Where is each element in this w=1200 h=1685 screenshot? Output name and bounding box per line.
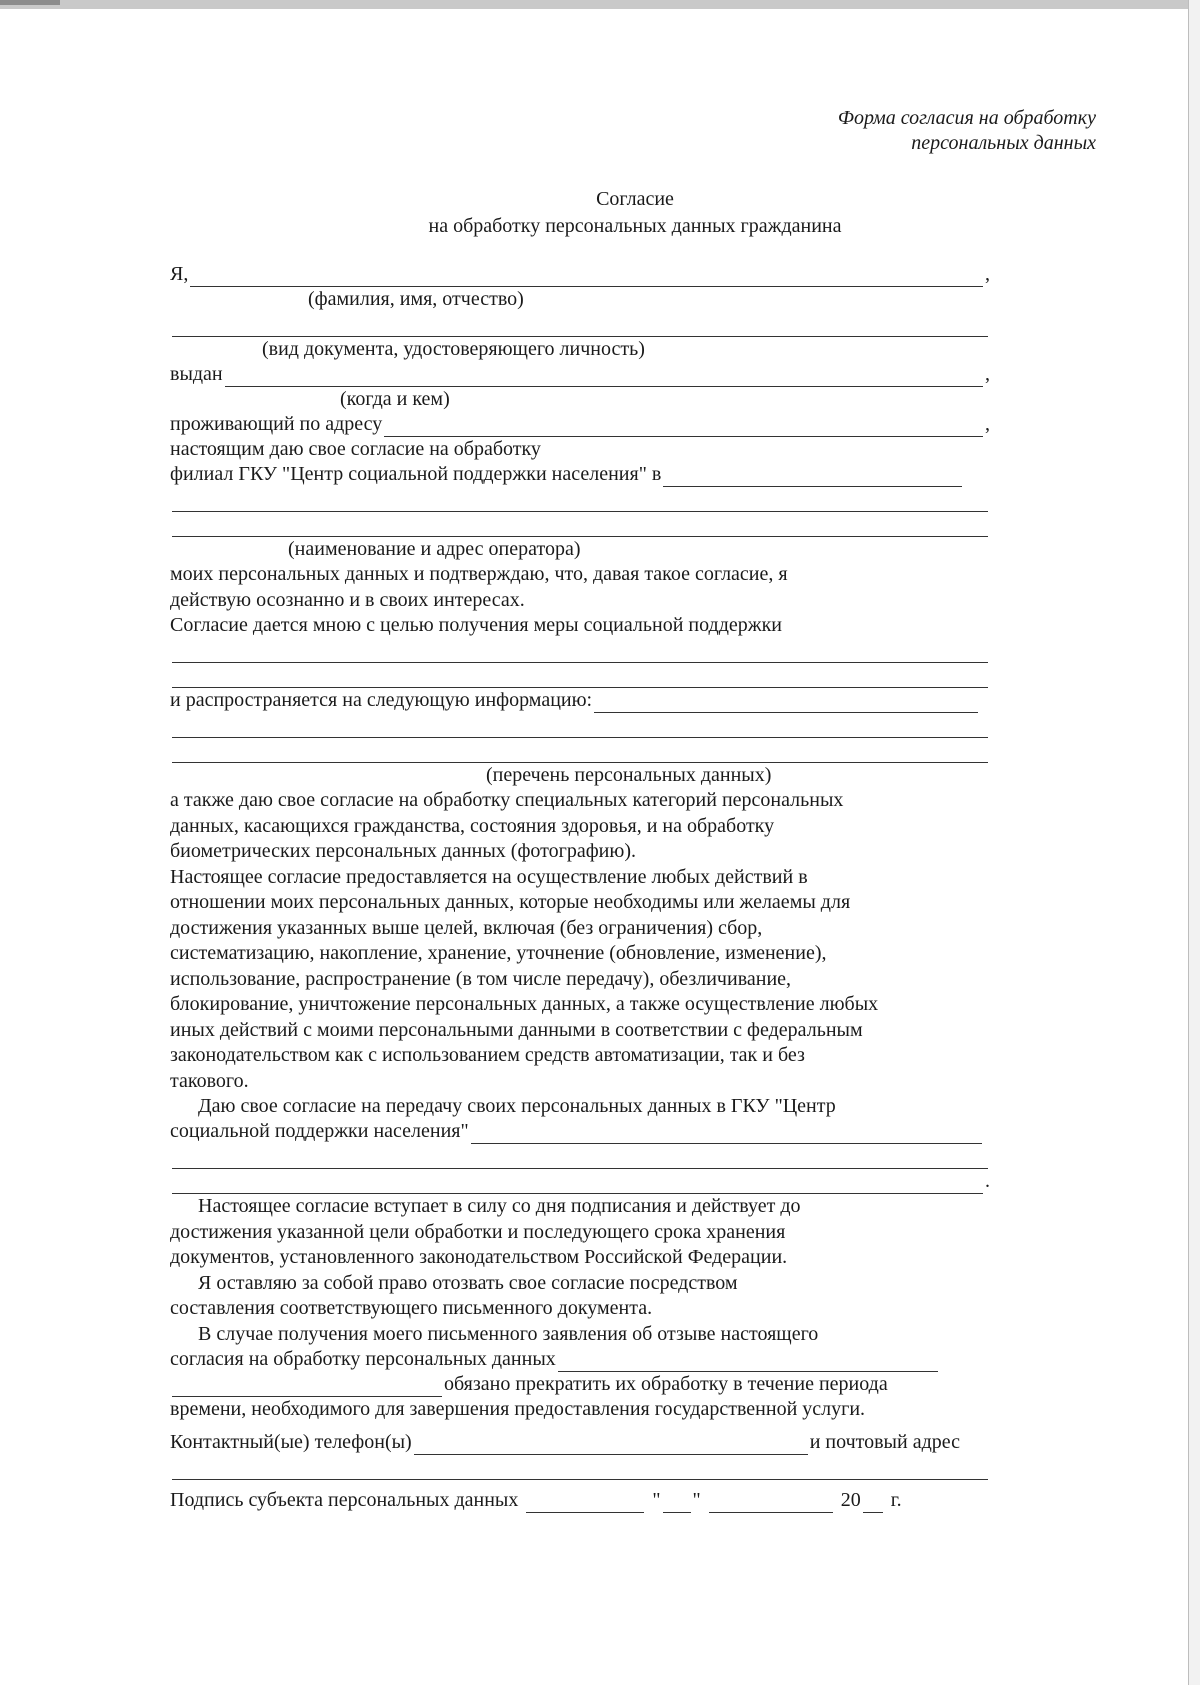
postal-field[interactable] (172, 1461, 988, 1480)
consent-intro (170, 437, 990, 462)
paragraph-line: В случае получения моего письменного заявления об отзыве настоящего (198, 1322, 819, 1345)
paragraph-line: Настоящее согласие вступает в силу со дня подписания и действует до (198, 1195, 801, 1217)
transfer-field-2[interactable] (172, 1150, 988, 1169)
document-hint: (вид документа, удостоверяющего личность) (262, 338, 645, 360)
signature-row (170, 1488, 990, 1513)
awareness-paragraph (170, 562, 890, 613)
address-field[interactable] (384, 418, 983, 437)
phone-label: Контактный(ые) телефон(ы) (170, 1431, 412, 1453)
address-row (170, 412, 990, 437)
title-line-1: Согласие (596, 188, 674, 210)
consent-intro-text: настоящим даю свое согласие на обработку (170, 438, 541, 460)
validity-paragraph (170, 1194, 930, 1347)
operator-row (170, 462, 990, 487)
stop-tail-row (170, 1397, 990, 1422)
document-row (170, 312, 990, 337)
paragraph-line: такового. (170, 1069, 249, 1092)
signature-field[interactable] (526, 1494, 644, 1513)
operator-label: филиал ГКУ "Центр социальной поддержки населения" в (170, 463, 662, 485)
transfer-field[interactable] (471, 1125, 982, 1144)
paragraph-line: составления соответствующего письменного документа. (170, 1297, 653, 1319)
operator-field-3[interactable] (172, 518, 988, 537)
fio-field[interactable] (190, 268, 983, 287)
paragraph-line: а также даю свое согласие на обработку специальных категорий персональных (170, 789, 844, 811)
transfer-field-row-3 (170, 1169, 990, 1194)
paragraph-line: отношении моих персональных данных, которые необходимы или желаемы для (170, 891, 851, 913)
info-row (170, 688, 990, 713)
paragraph-line: блокирование, уничтожение персональных данных, а также осуществление любых (170, 993, 879, 1015)
paragraph-line: законодательством как с использованием средств автоматизации, так и без (170, 1044, 805, 1066)
purpose-row (170, 613, 990, 638)
form-note (838, 106, 1096, 156)
transfer-row-1 (170, 1094, 990, 1119)
operator-field[interactable] (663, 468, 962, 487)
stop-tail-text: времени, необходимого для завершения предоставления государственной услуги. (170, 1398, 866, 1420)
contacts-row (170, 1430, 990, 1455)
transfer-field-3[interactable] (172, 1175, 983, 1194)
paragraph-line: Я оставляю за собой право отозвать свое согласие посредством (198, 1271, 738, 1294)
fio-row (170, 262, 990, 287)
purpose-field-row-1 (170, 638, 990, 663)
paragraph-line: данных, касающихся гражданства, состояния здоровья, и на обработку (170, 814, 775, 837)
operator-row-2 (170, 487, 990, 512)
issued-hint: (когда и кем) (340, 388, 450, 410)
ya-label: Я, (170, 263, 189, 285)
document-title (300, 186, 970, 240)
quote-open: " (652, 1489, 661, 1511)
purpose-field-2[interactable] (172, 669, 988, 688)
paragraph-line: биометрических персональных данных (фотографию). (170, 840, 636, 862)
purpose-label: Согласие дается мною с целью получения меры социальной поддержки (170, 614, 783, 636)
paragraph-line: использование, распространение (в том числе передачу), обезличивание, (170, 967, 792, 990)
operator-name-field[interactable] (172, 1378, 442, 1397)
operator-row-3 (170, 512, 990, 537)
period: . (985, 1170, 990, 1192)
revocation-field[interactable] (558, 1353, 938, 1372)
month-field[interactable] (709, 1494, 833, 1513)
year-field[interactable] (863, 1494, 883, 1513)
info-field[interactable] (594, 694, 978, 713)
issued-label: выдан (170, 363, 223, 385)
transfer-text: Даю свое согласие на передачу своих персональных данных в ГКУ "Центр (198, 1095, 836, 1117)
paragraph-line: достижения указанной цели обработки и последующего срока хранения (170, 1220, 786, 1243)
paragraph-line: Настоящее согласие предоставляется на осуществление любых действий в (170, 865, 808, 888)
operator-hint: (наименование и адрес оператора) (288, 538, 581, 560)
day-field[interactable] (663, 1494, 691, 1513)
title-line-2: на обработку персональных данных гражданина (428, 215, 842, 237)
info-field-3[interactable] (172, 744, 988, 763)
info-field-row-3 (170, 738, 990, 763)
comma: , (985, 263, 990, 285)
postal-field-row (170, 1455, 990, 1480)
form-note-line-2: персональных данных (911, 132, 1096, 154)
info-label: и распространяется на следующую информацию: (170, 689, 593, 711)
year-suffix: г. (890, 1489, 902, 1511)
info-field-row-2 (170, 713, 990, 738)
paragraph-line: иных действий с моими персональными данными в соответствии с федеральным (170, 1018, 863, 1041)
year-prefix: 20 (840, 1489, 861, 1511)
comma: , (985, 363, 990, 385)
operator-field-2[interactable] (172, 493, 988, 512)
transfer-row-2 (170, 1119, 990, 1144)
phone-field[interactable] (414, 1436, 808, 1455)
issued-row (170, 362, 990, 387)
quote-close: " (692, 1489, 701, 1511)
issued-field[interactable] (225, 368, 983, 387)
document-field[interactable] (172, 318, 988, 337)
transfer-field-row-2 (170, 1144, 990, 1169)
purpose-field-1[interactable] (172, 644, 988, 663)
signature-label: Подпись субъекта персональных данных (170, 1489, 519, 1511)
postal-label: и почтовый адрес (809, 1431, 960, 1453)
page-right-edge (1188, 0, 1200, 1685)
purpose-field-row-2 (170, 663, 990, 688)
paragraph-line: действую осознанно и в своих интересах. (170, 588, 525, 611)
revocation-label: согласия на обработку персональных данных (170, 1348, 556, 1370)
comma: , (985, 413, 990, 435)
stop-text: обязано прекратить их обработку в течение периода (444, 1373, 888, 1395)
special-paragraph (170, 788, 950, 1094)
form-body (170, 262, 990, 1513)
paragraph-line: документов, установленного законодательством Российской Федерации. (170, 1246, 788, 1268)
list-hint: (перечень персональных данных) (486, 764, 772, 786)
address-label: проживающий по адресу (170, 413, 383, 435)
info-field-2[interactable] (172, 719, 988, 738)
paragraph-line: достижения указанных выше целей, включая (без ограничения) сбор, (170, 916, 763, 939)
transfer-label: социальной поддержки населения" (170, 1120, 469, 1142)
paragraph-line: систематизацию, накопление, хранение, уточнение (обновление, изменение), (170, 942, 827, 964)
form-note-line-1: Форма согласия на обработку (837, 107, 1096, 129)
revocation-row (170, 1347, 990, 1372)
fio-hint: (фамилия, имя, отчество) (308, 288, 524, 310)
paragraph-line: моих персональных данных и подтверждаю, что, давая такое согласие, я (170, 563, 788, 585)
stop-row (170, 1372, 990, 1397)
